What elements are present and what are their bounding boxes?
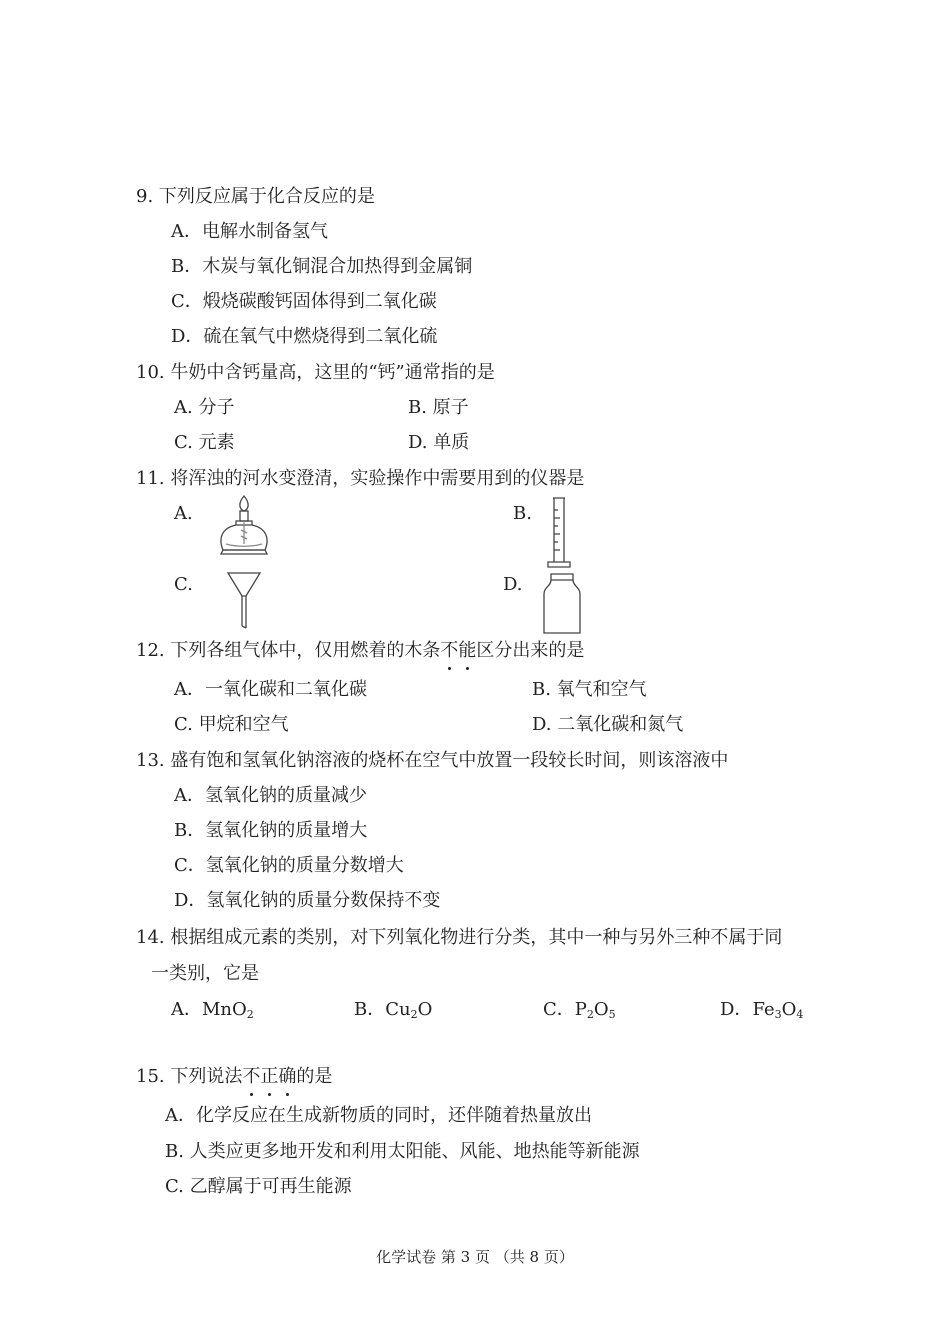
q14-option-c bbox=[543, 999, 616, 1021]
q12-option-d: D. 二氧化碳和氮气 bbox=[532, 714, 684, 735]
q14-d-formula-2: O bbox=[781, 999, 797, 1020]
q13-option-d: D．氢氧化钠的质量分数保持不变 bbox=[174, 890, 441, 911]
emphasis-char: 确 bbox=[278, 1066, 297, 1087]
q10-stem: 10. 牛奶中含钙量高，这里的“钙”通常指的是 bbox=[136, 362, 495, 383]
q15-option-a: A．化学反应在生成新物质的同时，还伴随着热量放出 bbox=[165, 1105, 592, 1126]
page-footer: 化学试卷 第 3 页 （共 8 页） bbox=[376, 1248, 574, 1266]
q14-c-formula-2: O bbox=[593, 999, 609, 1020]
q12-emph-text bbox=[440, 640, 476, 661]
q12-option-b: B. 氧气和空气 bbox=[532, 679, 647, 700]
alcohol-lamp-icon bbox=[214, 494, 274, 556]
q11-option-b-label: B. bbox=[513, 503, 532, 524]
q11-option-d-label: D. bbox=[503, 574, 523, 595]
wide-mouth-bottle-icon bbox=[540, 570, 584, 636]
q14-option-d bbox=[720, 999, 803, 1021]
q14-a-label: A． bbox=[171, 999, 202, 1020]
q9-option-a: A．电解水制备氢气 bbox=[171, 221, 328, 242]
q14-c-sub2: 5 bbox=[608, 1008, 616, 1021]
q9-option-c: C．煅烧碳酸钙固体得到二氧化碳 bbox=[171, 291, 437, 312]
q14-option-a bbox=[171, 999, 254, 1021]
graduated-cylinder-icon bbox=[544, 496, 574, 572]
q14-d-formula-1: Fe bbox=[752, 999, 775, 1020]
q10-option-c: C. 元素 bbox=[174, 432, 235, 453]
q15-stem-emphasis bbox=[242, 1066, 296, 1087]
q15-stem bbox=[136, 1066, 332, 1088]
q14-option-b bbox=[354, 999, 432, 1021]
emphasis-char: 不 bbox=[242, 1066, 261, 1087]
q11-stem: 11. 将浑浊的河水变澄清，实验操作中需要用到的仪器是 bbox=[136, 468, 585, 489]
q15-option-b: B. 人类应更多地开发和利用太阳能、风能、地热能等新能源 bbox=[165, 1141, 640, 1162]
q12-stem-emphasis bbox=[440, 640, 476, 661]
q11-option-c-label: C. bbox=[174, 574, 193, 595]
q14-b-formula-1: Cu bbox=[385, 999, 411, 1020]
q14-stem-line2: 一类别，它是 bbox=[151, 963, 259, 984]
q14-b-formula-2: O bbox=[417, 999, 433, 1020]
q12-stem-pre: 12. 下列各组气体中，仅用燃着的木条 bbox=[136, 640, 441, 661]
q14-c-sub1: 2 bbox=[586, 1008, 594, 1021]
q12-option-a: A．一氧化碳和二氧化碳 bbox=[174, 679, 367, 700]
q12-stem-post: 区分出来的是 bbox=[476, 640, 585, 661]
funnel-icon bbox=[226, 570, 262, 630]
q10-option-a: A. 分子 bbox=[174, 397, 235, 418]
q14-d-sub1: 3 bbox=[774, 1008, 782, 1021]
q10-option-b: B. 原子 bbox=[408, 397, 469, 418]
q13-option-b: B．氢氧化钠的质量增大 bbox=[174, 820, 368, 841]
q14-c-formula-1: P bbox=[574, 999, 587, 1020]
q14-b-sub1: 2 bbox=[410, 1008, 418, 1021]
q11-option-a-label: A. bbox=[174, 503, 193, 524]
q9-option-d: D．硫在氧气中燃烧得到二氧化硫 bbox=[171, 326, 438, 347]
q13-stem: 13. 盛有饱和氢氧化钠溶液的烧杯在空气中放置一段较长时间，则该溶液中 bbox=[136, 750, 729, 771]
q9-stem: 9. 下列反应属于化合反应的是 bbox=[136, 186, 375, 207]
emphasis-char: 能 bbox=[458, 640, 477, 661]
q14-d-label: D． bbox=[720, 999, 753, 1020]
q15-option-c: C. 乙醇属于可再生能源 bbox=[165, 1176, 352, 1197]
q13-option-a: A．氢氧化钠的质量减少 bbox=[174, 785, 367, 806]
q15-stem-post: 的是 bbox=[296, 1066, 333, 1087]
q14-stem-line1: 14. 根据组成元素的类别，对下列氧化物进行分类，其中一种与另外三种不属于同 bbox=[136, 927, 783, 948]
q9-option-b: B．木炭与氧化铜混合加热得到金属铜 bbox=[171, 256, 473, 277]
q12-stem bbox=[136, 640, 584, 662]
q14-a-formula: MnO bbox=[202, 999, 247, 1020]
q14-c-label: C． bbox=[543, 999, 575, 1020]
q12-option-c: C. 甲烷和空气 bbox=[174, 714, 289, 735]
q13-option-c: C．氢氧化钠的质量分数增大 bbox=[174, 855, 404, 876]
q14-b-label: B． bbox=[354, 999, 386, 1020]
emphasis-char: 正 bbox=[260, 1066, 279, 1087]
q15-stem-pre: 15. 下列说法 bbox=[136, 1066, 243, 1087]
emphasis-char: 不 bbox=[440, 640, 459, 661]
q14-a-sub1: 2 bbox=[246, 1008, 254, 1021]
q14-d-sub2: 4 bbox=[796, 1008, 804, 1021]
q10-option-d: D. 单质 bbox=[408, 432, 470, 453]
